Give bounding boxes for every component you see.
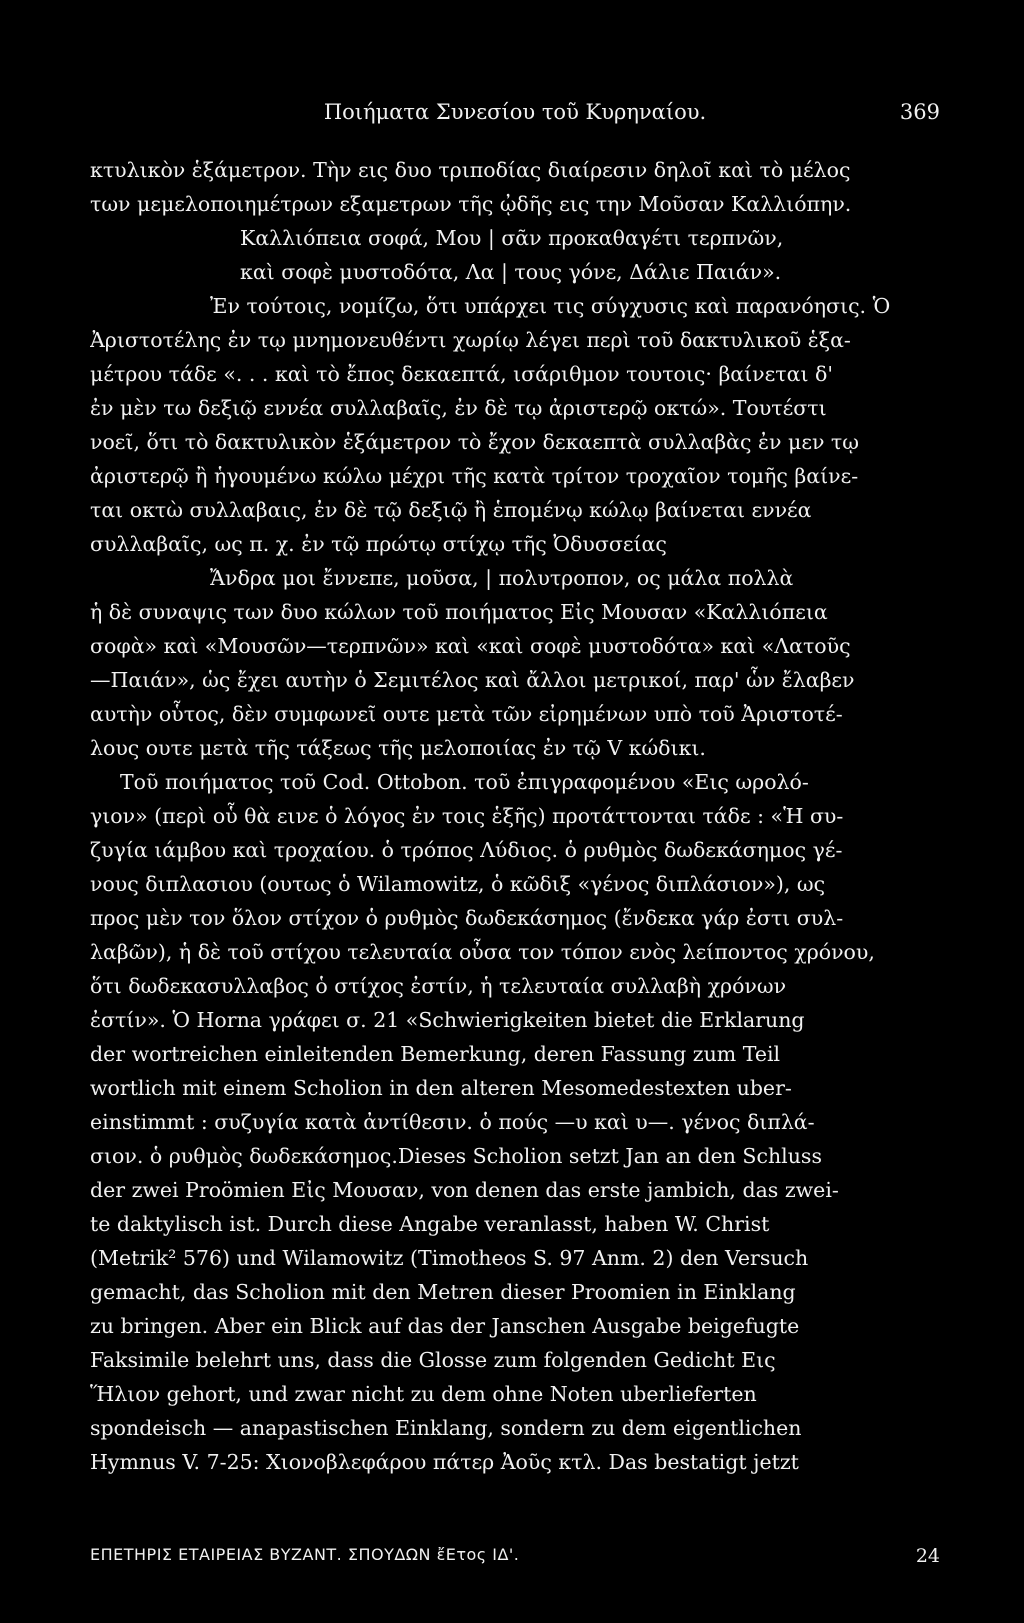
text-line: συλλαβαῖς, ως π. χ. ἐν τῷ πρώτῳ στίχῳ τῆς Ὀδυσσείας <box>90 532 667 556</box>
text-line: ἀριστερῷ ἢ ἡγουμένω κώλω μέχρι τῆς κατὰ τρίτον τροχαῖον τομῆς βαίνε- <box>90 464 859 488</box>
text-line: ται οκτὼ συλλαβαις, ἐν δὲ τῷ δεξιῷ ἢ ἑπομένῳ κώλῳ βαίνεται εννέα <box>90 498 812 522</box>
text-line: σιον. ὁ ρυθμὸς δωδεκάσημος.Dieses Scholion setzt Jan an den Schluss <box>90 1144 822 1168</box>
text-line: Ἐν τούτοις, νομίζω, ὅτι υπάρχει τις σύγχυσις καὶ παρανόησις. Ὁ <box>210 294 891 318</box>
text-line: Καλλιόπεια σοφά, Μου | σᾶν προκαθαγέτι τερπνῶν, <box>240 226 784 250</box>
text-line: ἐν μὲν τω δεξιῷ εννέα συλλαβαῖς, ἐν δὲ τῳ ἀριστερῷ οκτώ». Τουτέστι <box>90 396 827 420</box>
text-line: ἡ δὲ συναψις των δυο κώλων τοῦ ποιήματος Εἰς Μουσαν «Καλλιόπεια <box>90 600 828 624</box>
text-line: Ἄνδρα μοι ἔννεπε, μοῦσα, | πολυτροπον, ος μάλα πολλὰ <box>210 566 794 590</box>
text-line: gemacht, das Scholion mit den Metren dieser Proomien in Einklang <box>90 1280 796 1304</box>
text-line: te daktylisch ist. Durch diese Angabe veranlasst, haben W. Christ <box>90 1212 770 1236</box>
text-line: αυτὴν οὗτος, δὲν συμφωνεῖ ουτε μετὰ τῶν εἰρημένων υπὸ τοῦ Ἀριστοτέ- <box>90 702 843 726</box>
text-line: νους διπλασιου (ουτως ὁ Wilamowitz, ὁ κῶδιξ «γένος διπλάσιον»), ως <box>90 872 826 896</box>
text-line: κτυλικὸν ἑξάμετρον. Τὴν εις δυο τριποδίας διαίρεσιν δηλοῖ καὶ τὸ μέλος <box>90 158 851 182</box>
text-line: προς μὲν τον ὅλον στίχον ὁ ρυθμὸς δωδεκάσημος (ἔνδεκα γάρ ἐστι συλ- <box>90 906 844 930</box>
text-line: ὅτι δωδεκασυλλαβος ὁ στίχος ἐστίν, ἡ τελευταία συλλαβὴ χρόνων <box>90 974 787 998</box>
text-line: Ἥλιον gehort, und zwar nicht zu dem ohne Noten uberlieferten <box>90 1382 757 1406</box>
text-line: der wortreichen einleitenden Bemerkung, deren Fassung zum Teil <box>90 1042 781 1066</box>
text-line: μέτρου τάδε «. . . καὶ τὸ ἔπος δεκαεπτά, ισάριθμον τουτοις· βαίνεται δ' <box>90 362 833 386</box>
journal-title: ΕΠΕΤΗΡΙΣ ΕΤΑΙΡΕΙΑΣ ΒΥΖΑΝΤ. ΣΠΟΥΔΩΝ ἔΕτος ΙΔ'. <box>90 1545 520 1564</box>
text-line: Τοῦ ποιήματος τοῦ Cod. Ottobon. τοῦ ἐπιγραφομένου «Εις ωρολό- <box>120 770 809 794</box>
text-line: ζυγία ιάμβου καὶ τροχαίου. ὁ τρόπος Λύδιος. ὁ ρυθμὸς δωδεκάσημος γέ- <box>90 838 843 862</box>
text-line: Ἀριστοτέλης ἐν τῳ μνημονευθέντι χωρίῳ λέγει περὶ τοῦ δακτυλικοῦ ἑξα- <box>90 328 851 352</box>
text-line: νοεῖ, ὅτι τὸ δακτυλικὸν ἑξάμετρον τὸ ἔχον δεκαεπτὰ συλλαβὰς ἐν μεν τῳ <box>90 430 859 454</box>
text-line: Faksimile belehrt uns, dass die Glosse zum folgenden Gedicht Εις <box>90 1348 776 1372</box>
text-line: λαβῶν), ἡ δὲ τοῦ στίχου τελευταία οὖσα τον τόπον ενὸς λείποντος χρόνου, <box>90 940 875 964</box>
text-line: των μεμελοποιημέτρων εξαμετρων τῆς ᾠδῆς εις την Μοῦσαν Καλλιόπην. <box>90 192 852 216</box>
text-line: ἐστίν». Ὁ Horna γράφει σ. 21 «Schwierigkeiten bietet die Erklarung <box>90 1008 805 1032</box>
running-title: Ποιήματα Συνεσίου τοῦ Κυρηναίου. <box>323 100 707 124</box>
text-line: Hymnus V. 7-25: Χιονοβλεφάρου πάτερ Ἀοῦς κτλ. Das bestatigt jetzt <box>90 1450 799 1474</box>
page-number: 369 <box>899 100 940 124</box>
text-line: wortlich mit einem Scholion in den alteren Mesomedestexten uber- <box>90 1076 792 1100</box>
text-line: einstimmt : συζυγία κατὰ ἀντίθεσιν. ὁ πούς —υ καὶ υ—. γένος διπλά- <box>90 1110 815 1134</box>
text-line: καὶ σοφὲ μυστοδότα, Λα | τους γόνε, Δάλιε Παιάν». <box>240 260 782 284</box>
signature-mark: 24 <box>915 1545 940 1567</box>
text-line: σοφὰ» καὶ «Μουσῶν—τερπνῶν» καὶ «καὶ σοφὲ μυστοδότα» καὶ «Λατοῦς <box>90 634 851 658</box>
body-text <box>90 153 940 1479</box>
text-line: der zwei Proömien Εἰς Μουσαν, von denen das erste jambich, das zwei- <box>90 1178 839 1202</box>
text-line: —Παιάν», ὡς ἔχει αυτὴν ὁ Σεμιτέλος καὶ ἄλλοι μετρικοί, παρ' ὧν ἔλαβεν <box>90 668 855 692</box>
text-line: γιον» (περὶ οὗ θὰ εινε ὁ λόγος ἐν τοις ἑξῆς) προτάττονται τάδε : «Ἡ συ- <box>90 804 844 828</box>
text-line: (Metrik² 576) und Wilamowitz (Timotheos S. 97 Anm. 2) den Versuch <box>90 1246 809 1270</box>
text-line: zu bringen. Aber ein Blick auf das der Janschen Ausgabe beigefugte <box>90 1314 800 1338</box>
text-line: λους ουτε μετὰ τῆς τάξεως τῆς μελοποιίας ἐν τῷ V κώδικι. <box>90 736 706 760</box>
text-line: spondeisch — anapastischen Einklang, sondern zu dem eigentlichen <box>90 1416 802 1440</box>
